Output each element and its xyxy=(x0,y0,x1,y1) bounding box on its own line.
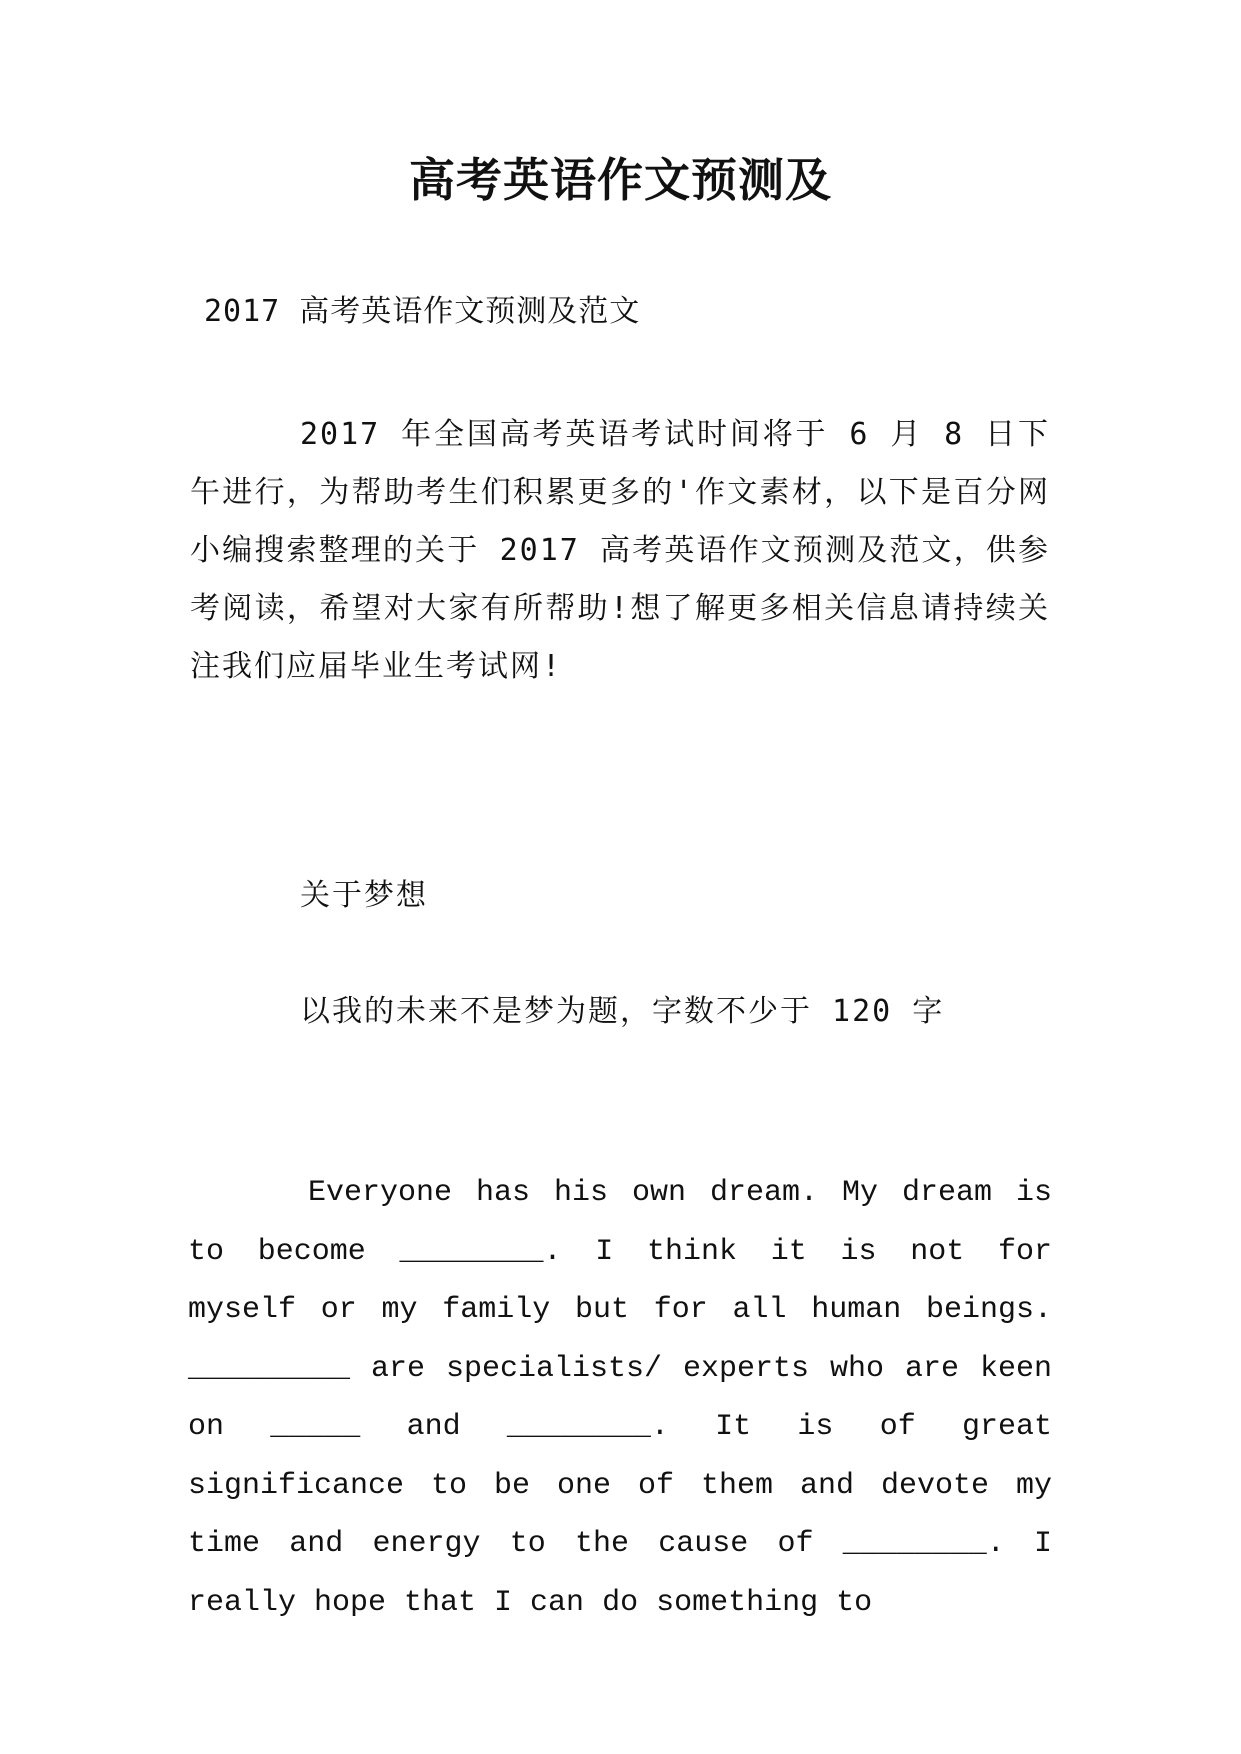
essay-prompt: 以我的未来不是梦为题，字数不少于 120 字 xyxy=(300,994,945,1029)
document-subtitle: 2017 高考英语作文预测及范文 xyxy=(204,294,641,329)
document-title: 高考英语作文预测及 xyxy=(409,153,832,207)
essay-paragraph: Everyone has his own dream. My dream is to become ________. I think it is not for myself or my family but for all human beings. _________ are specialists/ experts who are keen on _____ and ________. It is of great significance to be one of them and devote my time and energy to the cause of ________. I really hope that I can do something to xyxy=(188,1176,1052,1620)
section-heading: 关于梦想 xyxy=(300,878,428,913)
intro-paragraph: 2017 年全国高考英语考试时间将于 6 月 8 日下午进行，为帮助考生们积累更多的'作文素材，以下是百分网小编搜索整理的关于 2017 高考英语作文预测及范文，供参考阅读，希望对大家有所帮助!想了解更多相关信息请持续关注我们应届毕业生考试网! xyxy=(190,417,1050,684)
